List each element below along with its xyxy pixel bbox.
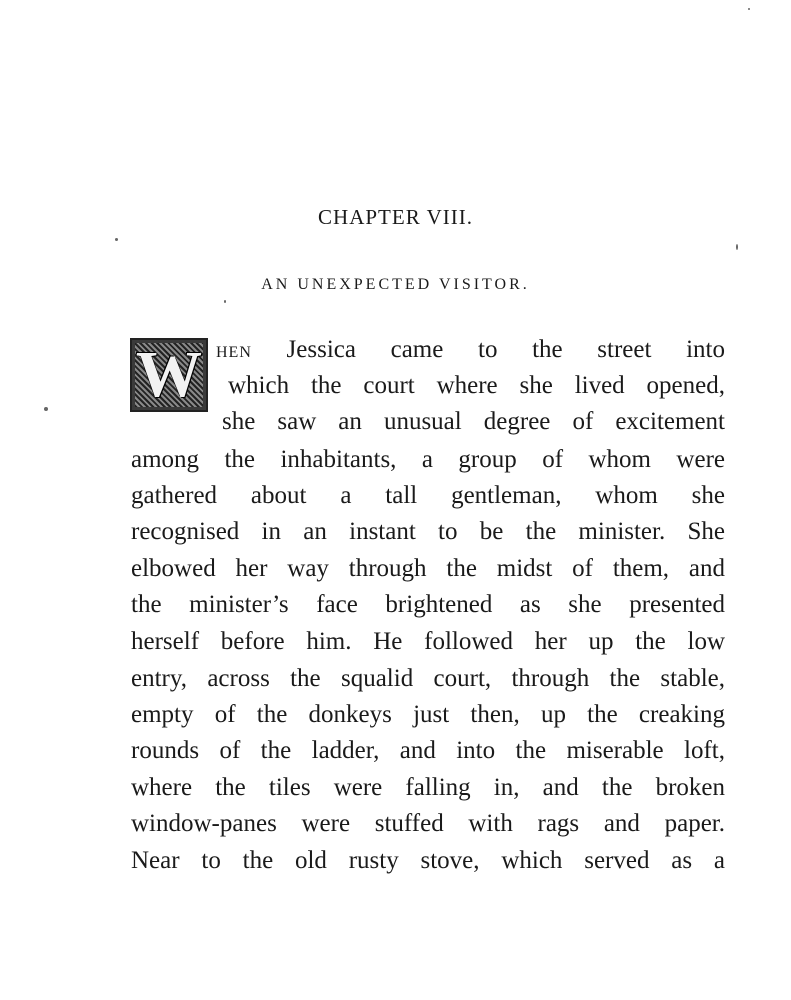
- text-line-5: gathered about a tall gentleman, whom she: [131, 482, 725, 509]
- text-line-1: [216, 335, 725, 368]
- print-speck: [44, 407, 48, 411]
- text-line-2: which the court where she lived opened,: [228, 372, 725, 399]
- small-caps-lead: HEN: [216, 344, 252, 361]
- text-line-13: where the tiles were falling in, and the broken: [131, 774, 725, 801]
- drop-cap-initial: [130, 338, 208, 412]
- chapter-heading: CHAPTER VIII.: [318, 205, 473, 229]
- text-line-7: elbowed her way through the midst of them, and: [131, 555, 725, 582]
- text-line-10: entry, across the squalid court, through the stable,: [131, 665, 725, 692]
- text-line-15: Near to the old rusty stove, which served as a: [131, 847, 725, 874]
- text-line-11: empty of the donkeys just then, up the creaking: [131, 701, 725, 728]
- text-line-14: window-panes were stuffed with rags and paper.: [131, 810, 725, 837]
- text-line-3: she saw an unusual degree of excitement: [222, 408, 725, 435]
- print-speck: [748, 8, 750, 10]
- print-speck: [736, 244, 738, 250]
- drop-cap-letter: W: [136, 338, 202, 411]
- print-speck: [224, 300, 226, 303]
- text-line-6: recognised in an instant to be the minister. She: [131, 518, 725, 545]
- chapter-subtitle: AN UNEXPECTED VISITOR.: [261, 276, 530, 293]
- line-text: Jessica came to the street into: [251, 336, 725, 363]
- text-line-8: the minister’s face brightened as she presented: [131, 591, 725, 618]
- text-line-4: among the inhabitants, a group of whom were: [131, 446, 725, 473]
- print-speck: [115, 238, 118, 241]
- text-line-12: rounds of the ladder, and into the miserable loft,: [131, 737, 725, 764]
- text-line-9: herself before him. He followed her up the low: [131, 628, 725, 655]
